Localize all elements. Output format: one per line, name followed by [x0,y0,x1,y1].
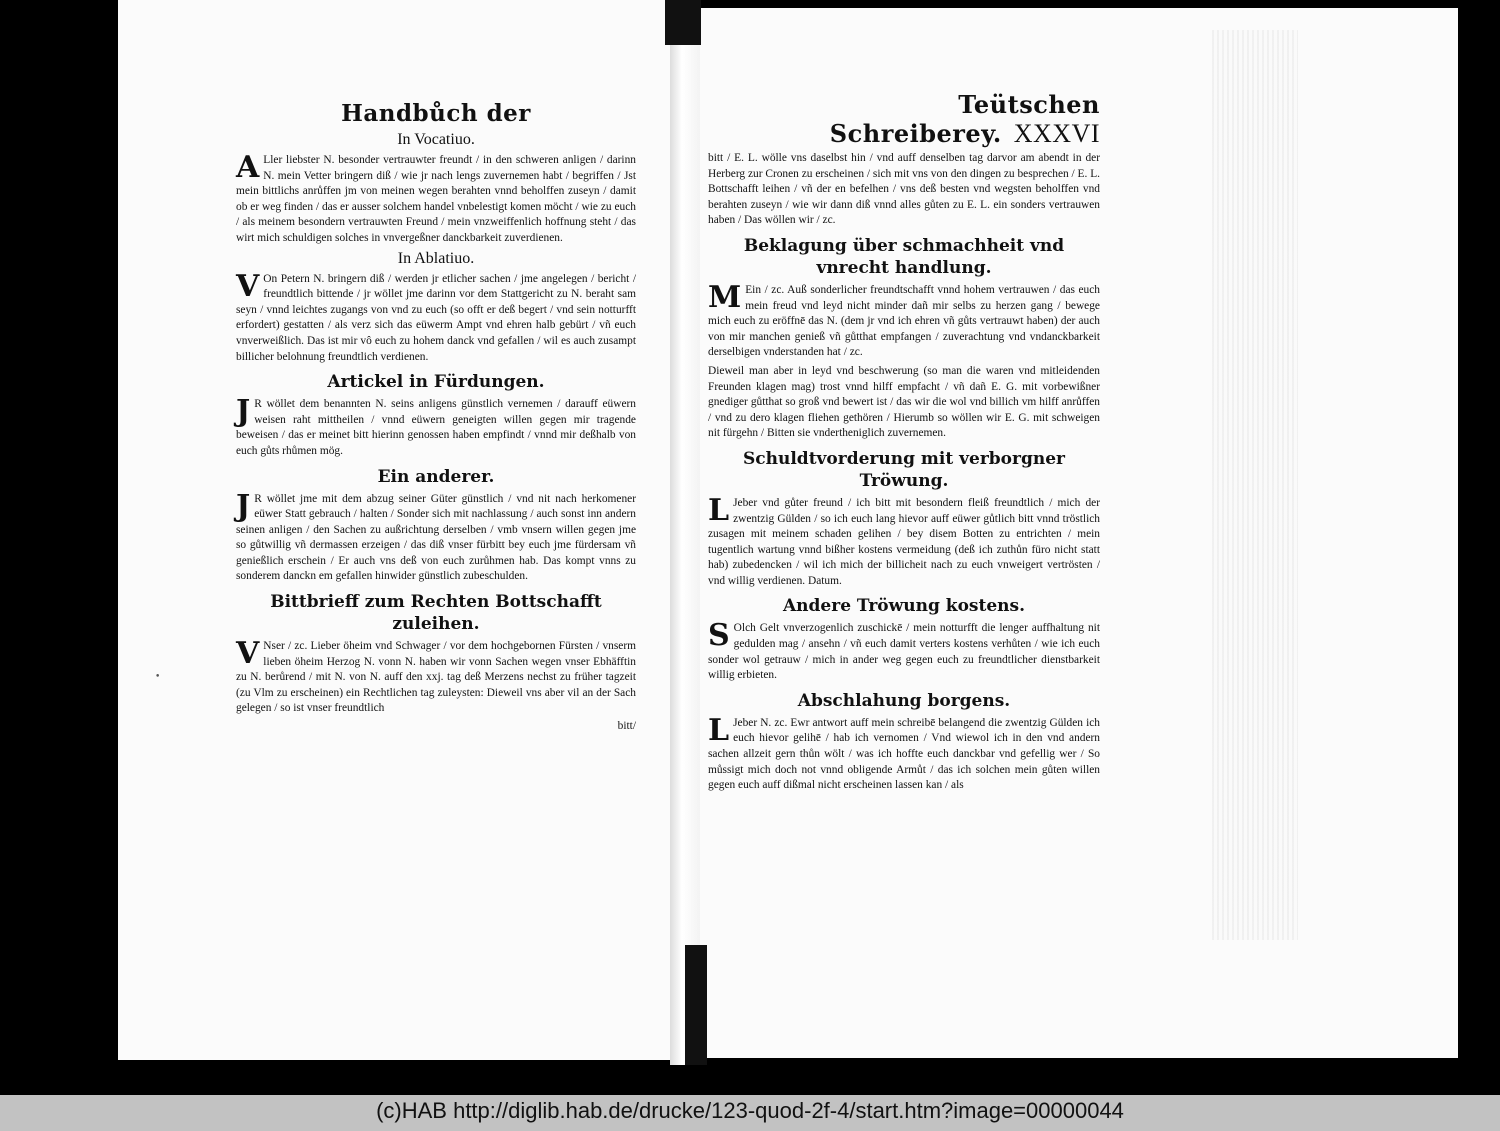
paragraph: LJeber vnd gůter freund / ich bitt mit besondern fleiß freundtlich / mich der zwentzig Gülden / so ich euch lang hievor auff eüwer gůtlich bitt vnnd tröstlich zusagen mit meinem schaden gelihen / bey disem Botten zu entrichten / mein tugentlich wartung vnnd bißher kostens vermeidung (deß ich zuthůn füro nicht statt hab) zubedencken / wil ich mich der billicheit nach zu euch vnweigert vertrösten / vnd willig verdienen. Datum. [708,492,1100,587]
catchword: bitt/ [617,720,636,733]
paragraph: Dieweil man aber in leyd vnd beschwerung (so man die waren vnd mitleidenden Freunden klagen mag) trost vnnd hilff empfacht / vñ dañ E. G. mit vorbewißner gnediger gůtthat so groß vnd bewert ist / das wir die wol vnd billich vm hilff anrůffen / vnd zu dero klagen fliehen gethören / Hierumb so wöllen wir E. G. mit schweigen nit fürgehn / Bitten sie vndertheniglich zuvernemen. [708,364,1100,440]
right-running-head [708,90,1100,149]
copyright-url[interactable]: (c)HAB http://diglib.hab.de/drucke/123-quod-2f-4/start.htm?image=00000044 [376,1098,1124,1123]
paragraph: bitt / E. L. wölle vns daselbst hin / vnd auff denselben tag darvor am abendt in der Herberg zur Cronen zu erscheinen / sich mit vns von den dingen zu besprechen / E. L. Bottschafft leihen / vñ der en befelhen / vns deß besten vnd wegsten beholffen vnd berahten zuseyn / wie wir dann diß vnnd alles gůten zu E. L. ein sonders vertrauwen haben / Das wöllen wir / zc. [708,152,1101,227]
section-heading: Beklagung über schmachheit vnd vnrecht handlung. [743,235,1065,278]
section-label: In Ablatiuo. [397,249,475,267]
section-heading: Schuldtvorderung mit verborgner Tröwung. [743,448,1065,491]
right-text-column [708,90,1100,797]
left-running-head: Handbůch der [341,100,531,127]
book-gutter [670,0,700,1065]
running-head-text: Teütschen Schreiberey. [829,90,1100,148]
gutter-shadow-bottom [685,945,707,1065]
section-heading: Bittbrieff zum Rechten Bottschafft zuleihen. [270,592,602,635]
folio-number: XXXVI [1013,119,1100,148]
paragraph: VNser / zc. Lieber öheim vnd Schwager / vor dem hochgebornen Fürsten / vnserm lieben öheim Herzog N. vonn N. haben wir vonn Sachen wegen vnser Ebhäfftin zu N. berůrend / mit N. von N. auff den xxj. tag deß Merzens nechst zu früher tagzeit (zu Vlm zu erscheinen) ein Rechtlichen tag zuleysten: Dieweil vns aber vil an der Sach gelegen / so ist vnser freundtlich [236,636,636,715]
paragraph: VOn Petern N. bringern diß / werden jr etlicher sachen / jme angelegen / bericht / freundtlich bittende / jr wöllet jme darinn vor dem Stattgericht zu N. beraht sam seyn / vnnd leichtes zugangs von vnd zu euch (so offt er deß begert / vnd sein notturfft erfordert) gestatten / als verz sich das eüwerm Ampt vnd ehren halb gebürt / vñ euch vnverweißlich. Das ist mir vô euch zu hohem danck vnd gefallen / wil es auch zusampt billicher belohnung freundtlich verdienen. [236,268,636,363]
ink-speck: • [155,672,161,682]
section-heading: Andere Tröwung kostens. [782,596,1026,617]
section-heading: Abschlahung borgens. [797,690,1011,711]
gutter-shadow-top [665,0,701,45]
paragraph: JR wöllet jme mit dem abzug seiner Güter günstlich / vnd nit nach herkomener eüwer Statt gebrauch / halten / Sonder sich mit nachlassung / auch sonst inn andern seinen anligen / den Sachen zu außrichtung derselben / vmb vnsern willen gegen jme so gůtwillig vñ dermassen erzeigen / das diß vnser fürbitt bey euch jme fürdersam vñ genießlich erschein / Er auch vns deß von euch zurůhmen hab. Das kompt vnns zu sonderem danckn em gefallen hinwider günstlich zubeschulden. [236,488,636,583]
section-heading: Ein anderer. [377,466,495,487]
paragraph: JR wöllet dem benannten N. seins anligens günstlich vernemen / darauff eüwern weisen raht mittheilen / vnnd eüwern geneigten willen gegen mir tragende beweisen / das er meinet bitt hierinn genossen haben empfindt / vnnd mir deßhalb von euch gůts rhůmen mög. [236,394,636,457]
paragraph: LJeber N. zc. Ewr antwort auff mein schreibē belangend die zwentzig Gülden ich euch hievor gelihē / hab ich vernomen / Vnd wiewol ich in den vnd andern sachen allzeit gern thůn wölt / was ich hoffte euch danckbar vnd gefellig wer / So můssigt mich doch not vnnd obligende Armůt / das ich solchen mein gůten willen gegen euch auff dißmal nicht erscheinen lassen kan / als [708,712,1100,792]
paper-stain [1212,30,1298,940]
paragraph: SOlch Gelt vnverzogenlich zuschickē / mein notturfft die lenger auffhaltung nit gedulden mag / ansehn / vñ euch damit verters kostens verhůten / wie ich euch sonder wol getrauw / mich in ander weg gegen euch zu freundtlicher dienstbarkeit willig erbieten. [708,618,1100,682]
left-text-column [236,100,636,732]
paragraph: MEin / zc. Auß sonderlicher freundtschafft vnnd hohem vertrauwen / das euch mein freud vnd leyd nicht minder dañ mir selbs zu herzen gang / bewege mich euch zu eröffnē das N. (dem jr vnd ich ehren vñ gůts vertrauwt haben) der auch von mir manchen genieß vñ gůtthat empfangen / zuverachtung vnd vndanckbarkeit derselbigen vnderstanden hat / zc. [708,279,1100,359]
section-label: In Vocatiuo. [397,131,475,148]
paragraph: ALler liebster N. besonder vertrauwter freundt / in den schweren anligen / darinn N. mein Vetter bringern diß / wie jr nach lengs zuvernemen habt / begriffen / Jst mein bittlichs anrůffen jm von meinen wegen berahten vnnd beholffen zuseyn / damit ob er weg finden / das er ausser solchem handel vnbelestigt komen möcht / wie zu euch / als meinem besondern vertrauwten Freund / mein vnzweiffenlich hoffnung steht / das wirt mich schuldigen solches in vnvergeßner danckbarkeit zuverdienen. [236,150,636,244]
section-heading: Artickel in Fürdungen. [327,372,545,393]
